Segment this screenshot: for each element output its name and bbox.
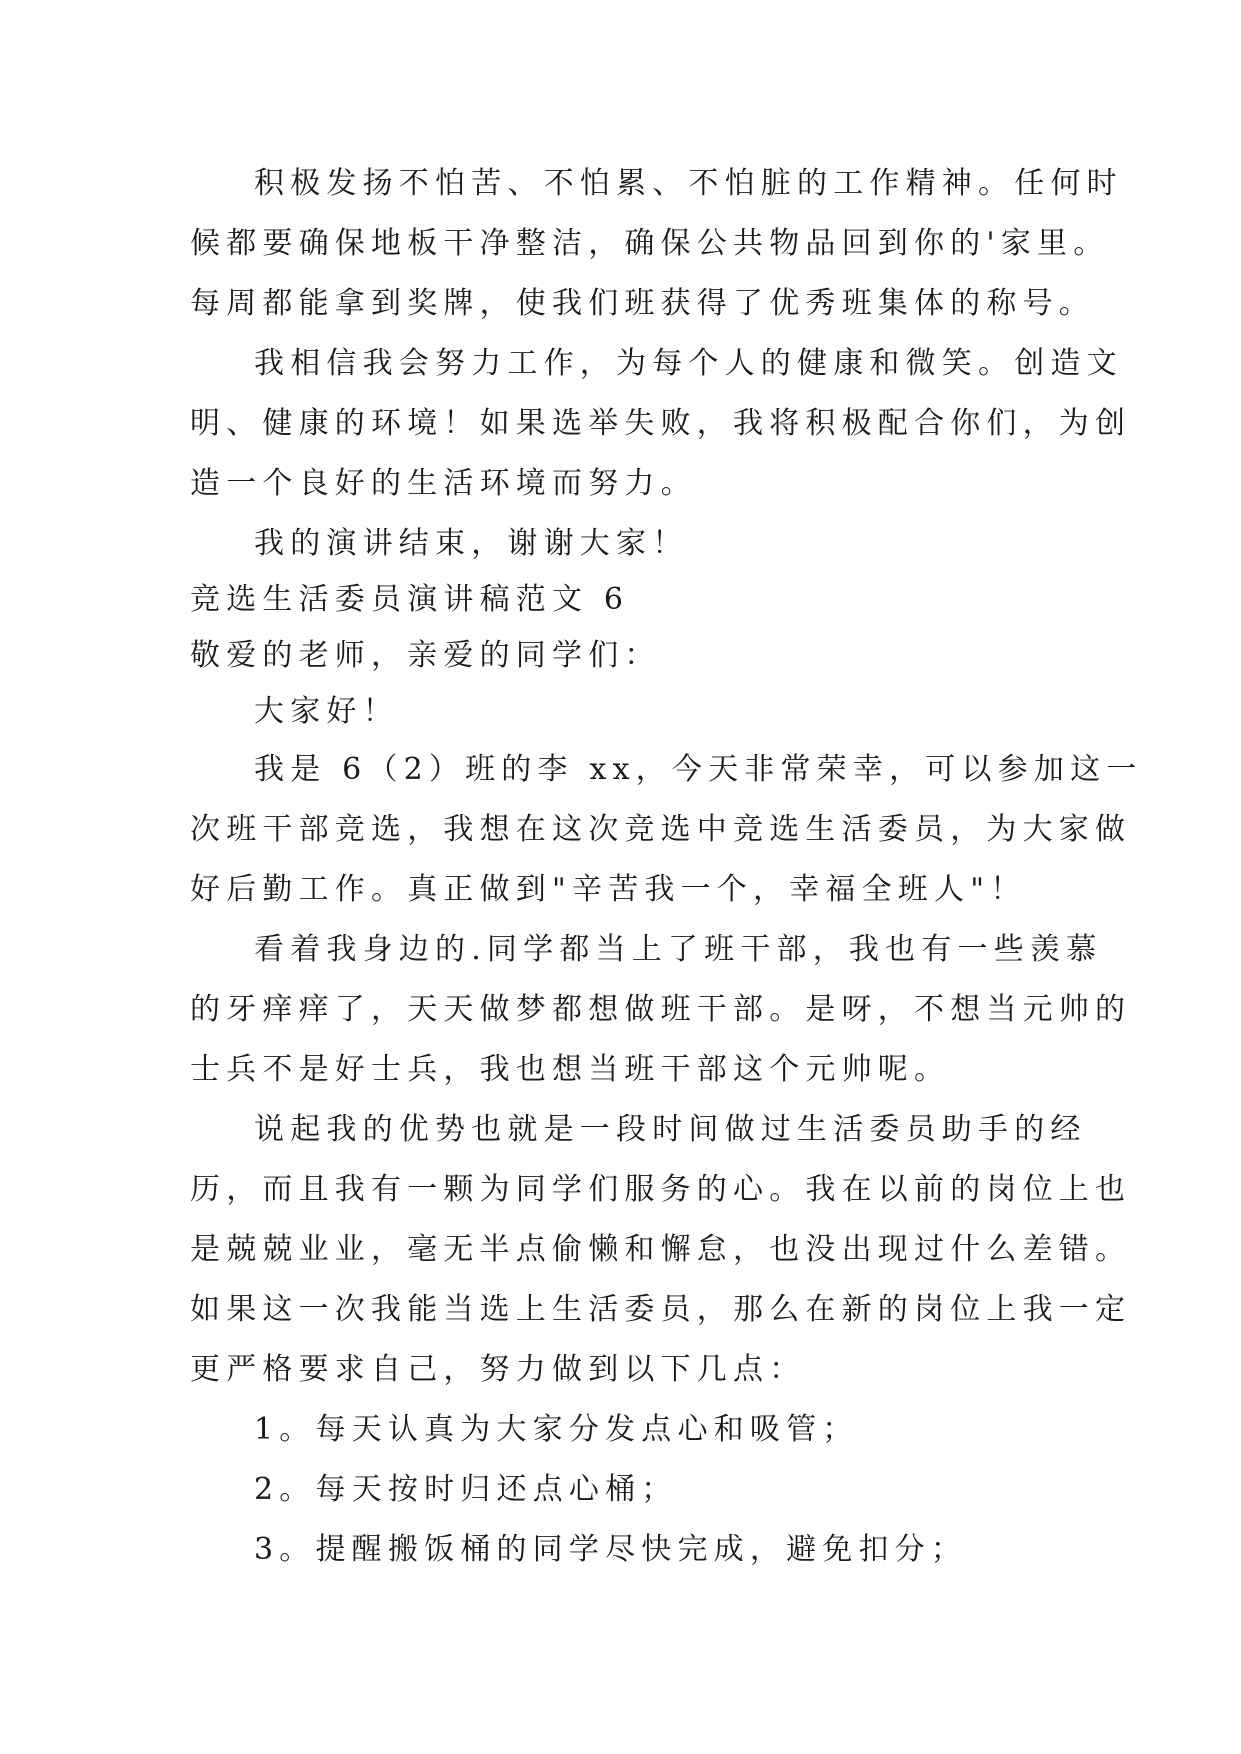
paragraph-line: 次班干部竞选，我想在这次竞选中竞选生活委员，为大家做 xyxy=(190,812,1132,847)
paragraph-line: 更严格要求自己，努力做到以下几点： xyxy=(190,1352,806,1387)
paragraph-line: 历，而且我有一颗为同学们服务的心。我在以前的岗位上也 xyxy=(190,1172,1132,1207)
paragraph-line: 积极发扬不怕苦、不怕累、不怕脏的工作精神。任何时 xyxy=(254,166,1123,201)
paragraph-line: 每周都能拿到奖牌，使我们班获得了优秀班集体的称号。 xyxy=(190,286,1095,321)
paragraph-line: 我相信我会努力工作，为每个人的健康和微笑。创造文 xyxy=(254,346,1123,381)
paragraph-line: 如果这一次我能当选上生活委员，那么在新的岗位上我一定 xyxy=(190,1292,1132,1327)
paragraph-line: 看着我身边的.同学都当上了班干部，我也有一些羡慕 xyxy=(254,932,1103,967)
section-title: 竞选生活委员演讲稿范文 6 xyxy=(190,582,630,617)
paragraph-line: 士兵不是好士兵，我也想当班干部这个元帅呢。 xyxy=(190,1052,951,1087)
paragraph-line: 我是 6（2）班的李 xx，今天非常荣幸，可以参加这一 xyxy=(254,752,1143,787)
paragraph-line: 是兢兢业业，毫无半点偷懒和懈怠，也没出现过什么差错。 xyxy=(190,1232,1132,1267)
list-item: 2。每天按时归还点心桶； xyxy=(254,1472,678,1507)
paragraph-line: 明、健康的环境！如果选举失败，我将积极配合你们，为创 xyxy=(190,406,1132,441)
paragraph-line: 的牙痒痒了，天天做梦都想做班干部。是呀，不想当元帅的 xyxy=(190,992,1132,1027)
paragraph-line: 好后勤工作。真正做到"辛苦我一个，幸福全班人"！ xyxy=(190,872,1027,907)
paragraph-line: 我的演讲结束，谢谢大家！ xyxy=(254,526,689,561)
list-item: 1。每天认真为大家分发点心和吸管； xyxy=(254,1412,859,1447)
paragraph-line: 说起我的优势也就是一段时间做过生活委员助手的经 xyxy=(254,1112,1087,1147)
list-item: 3。提醒搬饭桶的同学尽快完成，避免扣分； xyxy=(254,1532,968,1567)
greeting: 大家好！ xyxy=(254,694,399,729)
paragraph-line: 造一个良好的生活环境而努力。 xyxy=(190,466,697,501)
paragraph-line: 候都要确保地板干净整洁，确保公共物品回到你的'家里。 xyxy=(190,226,1110,261)
salutation: 敬爱的老师，亲爱的同学们： xyxy=(190,638,661,673)
